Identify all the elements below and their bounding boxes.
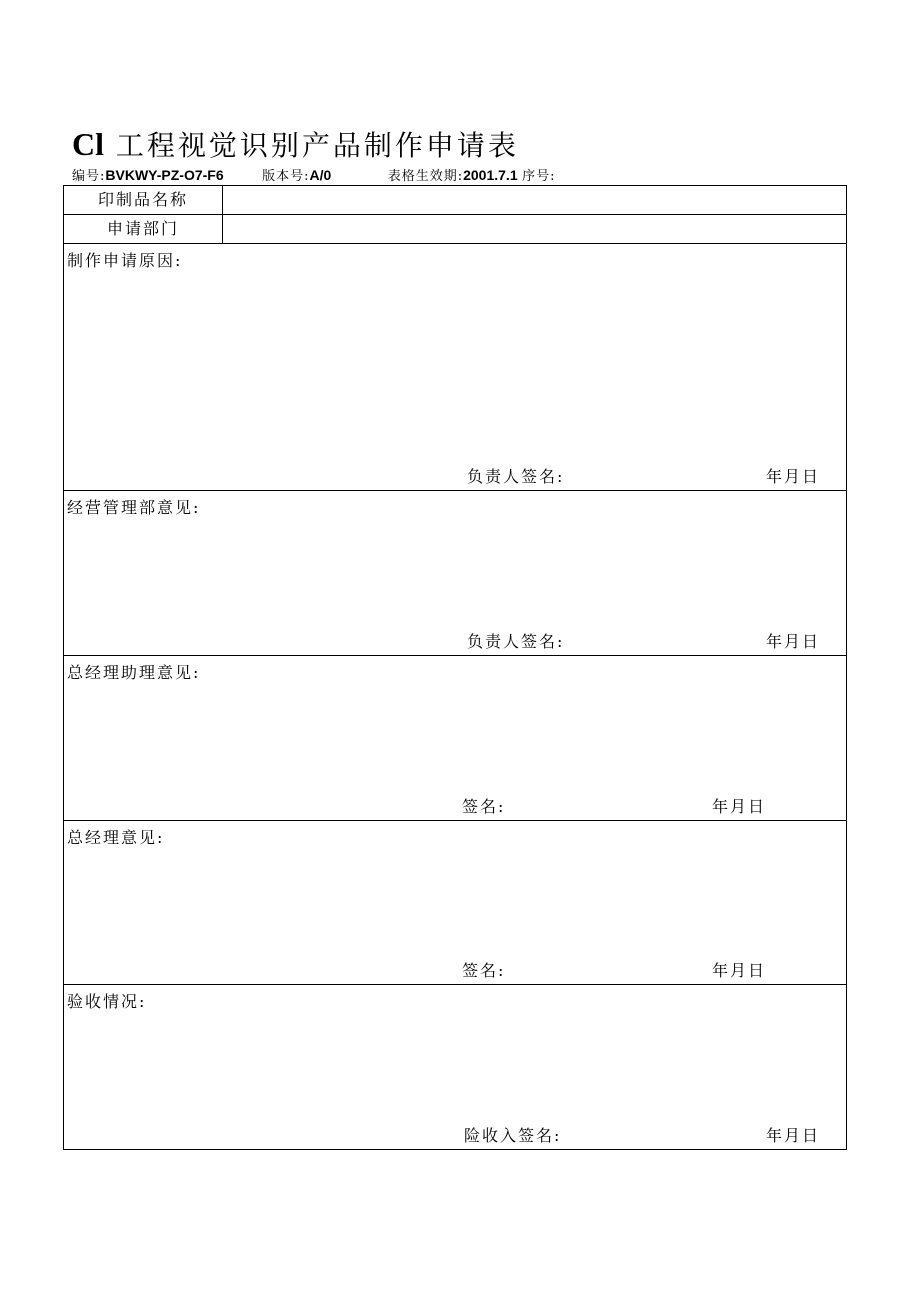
signature-label: 负责人签名:	[467, 467, 565, 486]
serial-label: 序号:	[522, 169, 556, 184]
section-assistant-gm[interactable]	[64, 656, 846, 821]
title-prefix: Cl	[72, 126, 104, 162]
date-label: 年月日	[712, 797, 767, 816]
department-row	[64, 215, 846, 244]
department-label: 申请部门	[64, 215, 223, 243]
effective-value: 2001.7.1	[463, 167, 518, 183]
page-title	[72, 124, 519, 164]
product-name-row	[64, 186, 846, 215]
signature-label: 签名:	[462, 961, 506, 980]
date-label: 年月日	[766, 1126, 821, 1145]
product-name-label: 印制品名称	[64, 186, 223, 214]
product-name-field[interactable]	[224, 186, 846, 214]
effective-label: 表格生效期:	[387, 169, 464, 184]
code-label: 编号:	[72, 169, 106, 184]
date-label: 年月日	[766, 632, 821, 651]
section-business-dept[interactable]	[64, 491, 846, 656]
version-value: A/0	[309, 167, 332, 183]
section-heading: 验收情况:	[67, 992, 147, 1011]
section-heading: 总经理助理意见:	[67, 663, 201, 682]
section-heading: 总经理意见:	[67, 828, 165, 847]
form-meta	[72, 165, 555, 184]
date-label: 年月日	[712, 961, 767, 980]
signature-label: 险收入签名:	[464, 1126, 562, 1145]
section-reason[interactable]	[64, 244, 846, 491]
section-gm[interactable]	[64, 821, 846, 985]
date-label: 年月日	[766, 467, 821, 486]
title-text: 工程视觉识别产品制作申请表	[115, 129, 519, 162]
section-heading: 制作申请原因:	[67, 251, 183, 270]
version-label: 版本号:	[262, 169, 310, 184]
application-form	[63, 185, 847, 1150]
signature-label: 签名:	[462, 797, 506, 816]
section-acceptance[interactable]	[64, 985, 846, 1149]
department-field[interactable]	[224, 215, 846, 243]
code-value: BVKWY-PZ-O7-F6	[105, 167, 224, 183]
signature-label: 负责人签名:	[467, 632, 565, 651]
section-heading: 经营管理部意见:	[67, 498, 201, 517]
